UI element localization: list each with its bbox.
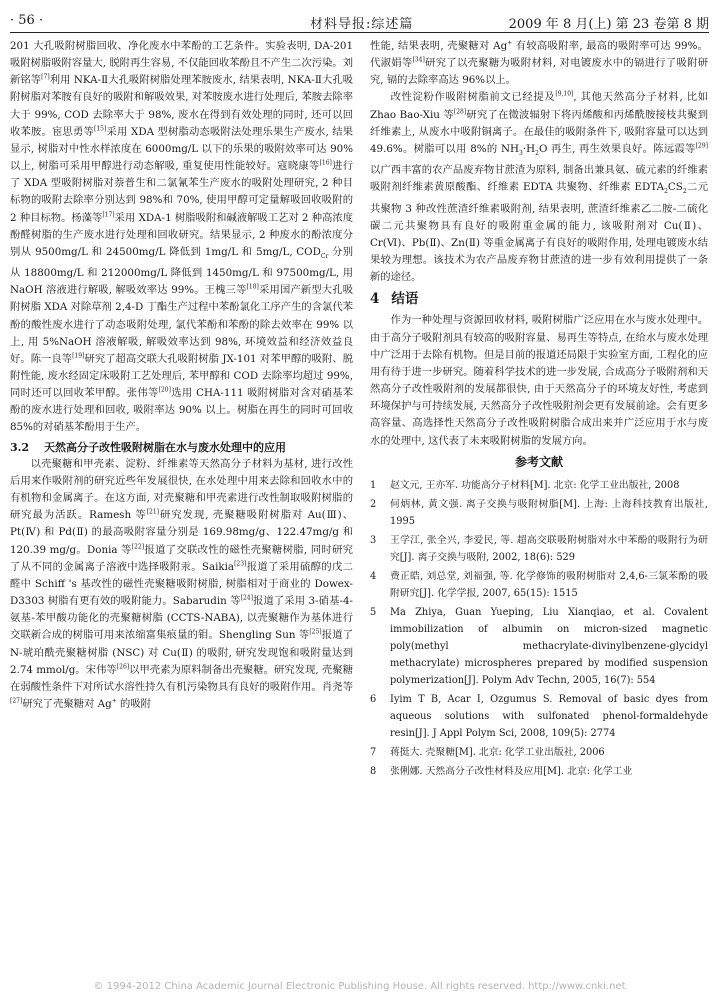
reference-text: Iyim T B, Acar I, Ozgumus S. Removal of basic dyes from aqueous solutions with sulfonated phenol-formaldehyde resin[J]. J Appl Polym Sci, 2008, 109(5): 2774 — [390, 693, 708, 739]
reference-number: 2 — [370, 498, 377, 510]
reference-text: 蒋挺大. 壳聚糖[M]. 北京: 化学工业出版社, 2006 — [390, 746, 605, 758]
paragraph: 性能, 结果表明, 壳聚糖对 Ag+ 有较高吸附率, 最高的吸附率可达 99%。代淑娟等[34]研究了以壳聚糖为吸附材料, 对电镀废水中的镉进行了吸附研究, 镉的去除率高达 96%以上。 — [370, 39, 709, 87]
reference-number: 7 — [370, 746, 377, 758]
reference-list — [370, 477, 708, 780]
reference-item — [370, 496, 708, 530]
reference-item — [370, 691, 708, 742]
section-heading: 4 结语 — [370, 291, 419, 308]
section-heading: 3.2 天然高分子改性吸附树脂在水与废水处理中的应用 — [10, 440, 286, 454]
issue-date: 2009 年 8 月(上) 第 23 卷第 8 期 — [508, 17, 709, 32]
page-header — [10, 10, 709, 33]
paragraph: 201 大孔吸附树脂回收、净化废水中苯酚的工艺条件。实验表明, DA-201 吸附树脂吸附容量大, 脱附再生容易, 不仅能回收苯酚且不产生二次污染。刘新铭等[7]利用 NKA-Ⅱ大孔吸附树脂处理苯胺废水, 结果表明, NKA-Ⅱ大孔吸附树脂对苯胺有良好的吸附和解吸效果, 对苯胺废水进行处理后, 苯胺去除率大于 99%, COD 去除率大于 98%, 废水在得到有效处理的同时, 还可以回收苯胺。宦思勇等[15]采用 XDA 型树脂动态吸附法处理乐果生产废水, 结果显示, 树脂对中性水样浓度在 6000mg/L 以下的乐果的吸附效率可达 90%以上, 树脂可采用甲醇进行动态解吸, 重复使用性能较好。寇晓康等[16]进行了 XDA 型吸附树脂对萘普生和二氯氰苯生产废水的吸附处理研究, 2 种目标物的吸附去除率分别达到 98%和 70%, 使用甲醇可定量解吸回收吸附的 2 种目标物。杨藻等[17]采用 XDA-1 树脂吸附和碱液解吸工艺对 2 种高浓度酚醛树脂的生产废水进行处理和回收研究。结果显示, 2 种废水的酚浓度分别从 9500mg/L 和 24500mg/L 降低到 1mg/L 和 5mg/L, $COD_{Cr}$ 分别从 18800mg/L 和 212000mg/L 降低到 1450mg/L 和 97500mg/L, 用 NaOH 溶液进行解吸, 解吸效率达 99%。王槐三等[18]采用国产新型大孔吸附树脂 XDA 对除草剂 2,4-D 丁酯生产过程中苯酚氯化工序产生的含氯代苯酚的酸性废水进行了动态吸附处理, 氯代苯酚和苯酚的除去效率在 99% 以上, 用 5%NaOH 溶液解吸, 解吸效率达到 98%, 环境效益和经济效益良好。陈一良等[19]研究了超高交联大孔吸附树脂 JX-101 对苯甲醇的吸附、脱附性能, 废水经固定床吸附工艺处理后, 苯甲醇和 COD 去除率均超过 99%, 同时还可以回收苯甲醇。张伟等[20]选用 CHA-111 吸附树脂对含对硝基苯酚的废水进行处理和回收, 吸附率达 90% 以上。树脂在再生的同时可回收 85%的对硝基苯酚用于生产。 — [10, 40, 354, 434]
reference-item — [370, 744, 708, 761]
reference-text: 王学江, 张全兴, 李爱民, 等. 超高交联吸附树脂对水中苯酚的吸附行为研究[J]. 离子交换与吸附, 2002, 18(6): 529 — [390, 534, 708, 563]
page-number: · 56 · — [10, 13, 44, 28]
references-title: 参考文献 — [514, 454, 563, 469]
right-column — [370, 38, 708, 782]
paragraph: 作为一种处理与资源回收材料, 吸附树脂广泛应用在水与废水处理中。由于高分子吸附剂具有较高的吸附容量、易再生等特点, 在给水与废水处理中广泛用于去除有机物。但是目前的报道还局限于实验室方面, 工程化的应用有待于进一步研究。随着科学技术的进一步发展, 合成高分子吸附剂和天然高分子改性吸附剂的发展都很快, 由于天然高分子的环境友好性, 考虑到环境保护与可持续发展, 天然高分子改性吸附剂会更有发展前途。会有更多高容量、高选择性天然高分子改性吸附树脂合成出来并广泛应用于水与废水的处理中, 这代表了未来吸附树脂的发展方向。 — [370, 314, 708, 447]
reference-text: 何炳林, 黄文强. 离子交换与吸附树脂[M]. 上海: 上海科技教育出版社, 1995 — [390, 498, 708, 527]
reference-number: 8 — [370, 765, 377, 777]
reference-item — [370, 604, 708, 689]
journal-title: 材料导报:综述篇 — [310, 17, 414, 32]
reference-number: 1 — [370, 479, 377, 491]
reference-item — [370, 568, 708, 602]
reference-item — [370, 763, 708, 780]
paragraph: 以壳聚糖和甲壳素、淀粉、纤维素等天然高分子材料为基材, 进行改性后用来作吸附剂的研究近些年发展很快, 在水处理中用来去除和回收水中的有机物和金属离子。在这方面, 对壳聚糖和甲壳素进行改性制取吸附树脂的研究最为活跃。Ramesh 等[21]研究发现, 壳聚糖吸附树脂对 Au(Ⅲ)、Pt(Ⅳ) 和 Pd(Ⅱ) 的最高吸附容量分别是 169.98mg/g、122.47mg/g 和 120.39 mg/g。Donia 等[22]报道了交联改性的磁性壳聚糖树脂, 同时研究了从不同的金属离子溶液中选择吸附汞。Saikia[23]报道了采用硫醇的戊二醛中 Schiff 's 基改性的磁性壳聚糖吸附树脂, 树脂相对于商业的 Dowex-D3303 树脂有更有效的吸附能力。Sabarudin 等[24]报道了采用 3-硝基-4-氨基-苯甲酸功能化的壳聚糖树脂 (CCTS-NABA), 以壳聚糖作为基体进行交联新合成的树脂可用来浓缩富集痕量的钼。Shengling Sun 等[25]报道了 N-琥珀酰壳聚糖树脂 (NSC) 对 Cu(Ⅱ) 的吸附, 研究发现饱和吸附量达到 2.74 mmol/g。宋伟等[26]以甲壳素为原料制备出壳聚糖。研究发现, 壳聚糖在弱酸性条件下对所试水溶性持久有机污染物具有良好的吸附作用。肖尧等[27]研究了壳聚糖对 Ag+ 的吸附 — [10, 457, 354, 710]
reference-number: 3 — [370, 534, 377, 546]
copyright-footer: © 1994-2012 China Academic Journal Electronic Publishing House. All rights reserved. http://www.cnki.net — [93, 981, 626, 992]
reference-item — [370, 532, 708, 566]
paragraph: 改性淀粉作吸附树脂前文已经提及[9,10], 其他天然高分子材料, 比如 Zhao Bao-Xiu 等[28]研究了在微波辐射下将丙烯酸和丙烯酰胺接枝共聚到纤维素上, 从废水中吸附铜离子。在最佳的吸附条件下, 吸附容量可以达到 49.6%。树脂可以用 8%的 $NH_3\cdot H_2O$ 再生, 再生效果良好。陈远霞等[29]以广西丰富的农产品废弃物甘蔗渣为原料, 制备出兼具氨、硫元素的纤维素吸附剂纤维素黄原酸酯、纤维素 EDTA 共聚物、纤维素 $EDTA_2CS_2$二元共聚物 3 种改性蔗渣纤维素吸附剂, 结果表明, 蔗渣纤维素乙二胺-二硫化碳二元共聚物具有良好的吸附重金属的能力, 该吸附剂对 Cu(Ⅱ)、Cr(Ⅵ)、Pb(Ⅱ)、Zn(Ⅱ) 等重金属离子有良好的吸附作用, 处理电镀废水结果较为理想。该技术为农产品废弃物甘蔗渣的进一步有效利用提供了一条新的途径。 — [370, 91, 709, 284]
reference-text: 赵文元, 王亦军. 功能高分子材料[M]. 北京: 化学工业出版社, 2008 — [390, 479, 680, 491]
reference-text: 费正皓, 刘总堂, 刘福强, 等. 化学修饰的吸附树脂对 2,4,6-三氯苯酚的吸附研究[J]. 化学学报, 2007, 65(15): 1515 — [390, 570, 708, 599]
reference-text: Ma Zhiya, Guan Yueping, Liu Xianqiao, et al. Covalent immobilization of albumin on micron-sized magnetic poly(methyl methacrylate-divinylbenzene-glycidyl methacrylate) microspheres prepared by modified suspension polymerization[J]. Polym Adv Techn, 2005, 16(7): 554 — [390, 606, 708, 686]
reference-text: 张俐娜. 天然高分子改性材料及应用[M]. 北京: 化学工业 — [390, 765, 633, 777]
reference-number: 6 — [370, 693, 377, 705]
reference-number: 4 — [370, 570, 377, 582]
left-column — [10, 38, 353, 713]
reference-item — [370, 477, 708, 494]
reference-number: 5 — [370, 606, 377, 618]
